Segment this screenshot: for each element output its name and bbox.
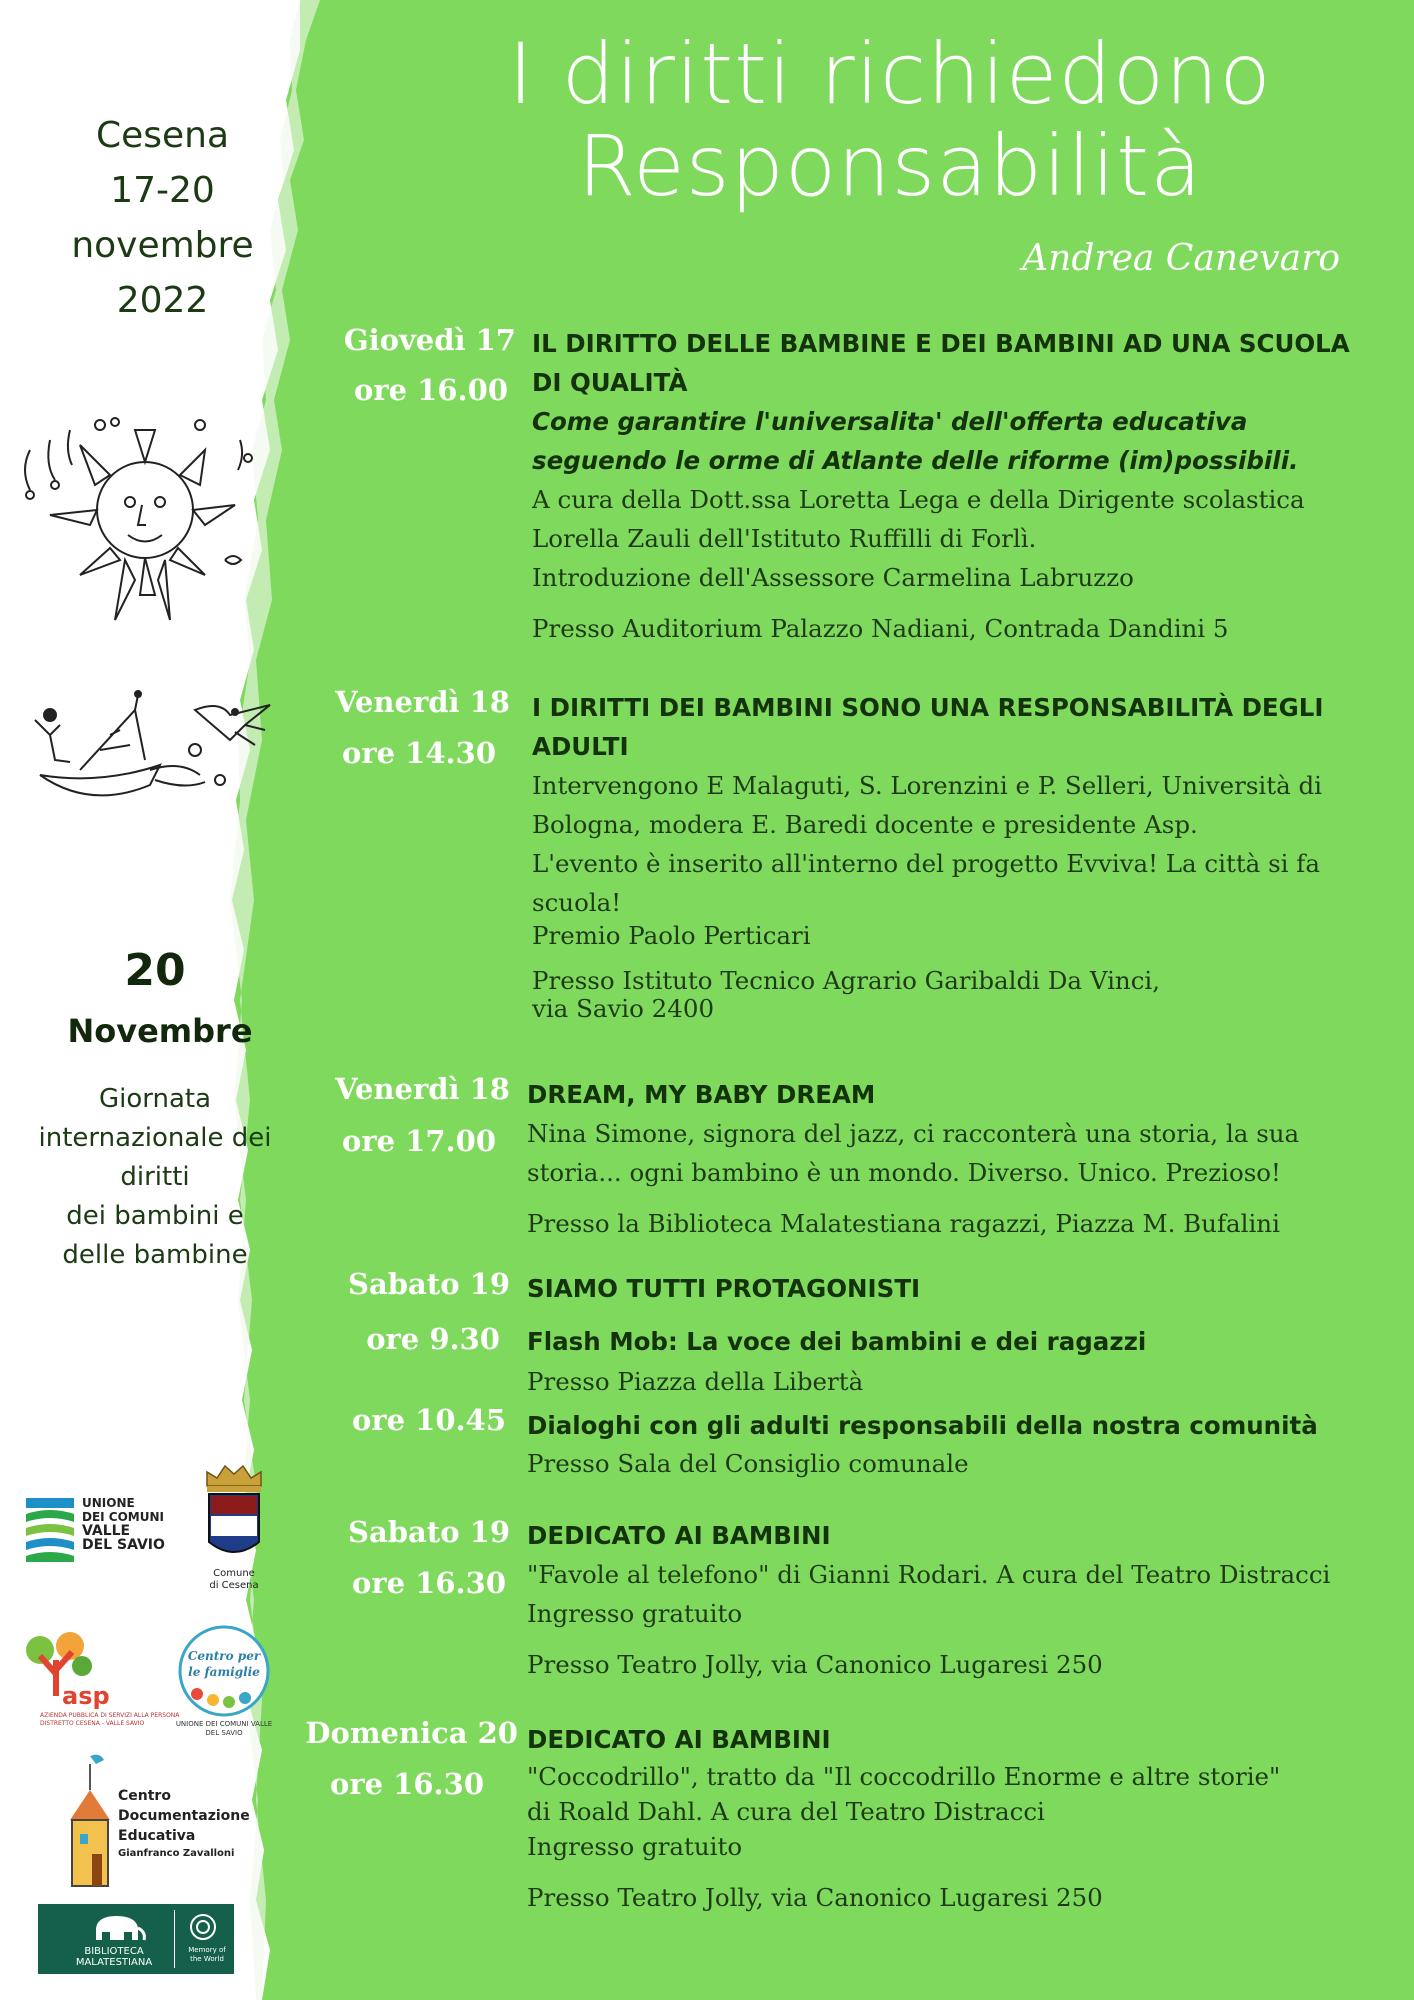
elephant-icon	[88, 1912, 148, 1944]
centro-famiglie-line: le famiglie	[188, 1665, 260, 1679]
event-3-line: Nina Simone, signora del jazz, ci racconterà una storia, la sua	[527, 1119, 1300, 1148]
event-2-details	[532, 688, 1402, 1023]
event-6-day: Domenica 20	[305, 1716, 518, 1750]
asp-caption: DISTRETTO CESENA - VALLE SAVIO	[40, 1720, 145, 1727]
event-5-title: DEDICATO AI BAMBINI	[527, 1521, 831, 1550]
event-3-time: ore 17.00	[342, 1124, 496, 1158]
asp-caption: AZIENDA PUBBLICA DI SERVIZI ALLA PERSONA	[40, 1712, 180, 1719]
event-6-title: DEDICATO AI BAMBINI	[527, 1725, 831, 1754]
event-6-line: Ingresso gratuito	[527, 1832, 743, 1861]
comune-line: di Cesena	[209, 1580, 259, 1591]
comune-line: Comune	[213, 1568, 255, 1579]
giornata-line: diritti	[120, 1162, 190, 1192]
month-name: novembre	[71, 225, 254, 266]
event-2-day: Venerdì 18	[335, 685, 510, 719]
centro-famiglie-caption: UNIONE DEI COMUNI VALLE DEL SAVIO	[175, 1720, 273, 1737]
highlight-day: 20	[124, 945, 186, 996]
event-1-subtitle: Come garantire l'universalita' dell'offerta educativa	[532, 407, 1248, 436]
unione-line: UNIONE	[82, 1496, 135, 1510]
event-2-line: Premio Paolo Perticari	[532, 921, 811, 950]
memory-line: Memory of	[188, 1946, 226, 1954]
event-2-time: ore 14.30	[342, 736, 496, 770]
event-1-title: DI QUALITÀ	[532, 368, 688, 397]
coat-of-arms-icon	[199, 1464, 269, 1564]
event-2-venue: via Savio 2400	[532, 994, 715, 1023]
centro-doc-line: Documentazione	[118, 1808, 250, 1824]
event-2-line: L'evento è inserito all'interno del progetto Evviva! La città si fa	[532, 849, 1320, 878]
event-5-day: Sabato 19	[348, 1515, 510, 1549]
event-6-line: "Coccodrillo", tratto da "Il coccodrillo Enorme e altre storie"	[527, 1762, 1281, 1791]
unione-line: VALLE	[82, 1523, 131, 1539]
event-3-details	[527, 1075, 1397, 1243]
asp-logo	[20, 1630, 180, 1730]
event-1-details	[532, 324, 1402, 648]
biblioteca-line: BIBLIOTECA	[84, 1946, 144, 1957]
giornata-line: delle bambine	[62, 1240, 248, 1270]
comune-cesena-logo	[196, 1464, 272, 1594]
poster-title	[440, 25, 1340, 215]
centro-famiglie-logo	[174, 1624, 274, 1744]
asp-wordmark: asp	[62, 1682, 110, 1710]
event-6-time: ore 16.30	[330, 1767, 484, 1801]
event-4-subtitle-1: Flash Mob: La voce dei bambini e dei ragazzi	[527, 1327, 1147, 1356]
event-1-day: Giovedì 17	[343, 323, 516, 357]
sun-drawing	[10, 410, 260, 635]
house-tower-icon	[60, 1750, 120, 1895]
event-5-line: "Favole al telefono" di Gianni Rodari. A cura del Teatro Distracci	[527, 1560, 1331, 1589]
event-2-line: Intervengono E Malaguti, S. Lorenzini e P. Selleri, Università di	[532, 771, 1322, 800]
giornata-line: internazionale dei	[38, 1123, 272, 1153]
unione-comuni-logo	[26, 1496, 196, 1566]
city-name: Cesena	[95, 115, 230, 156]
event-6-details	[527, 1720, 1397, 1917]
event-5-time: ore 16.30	[352, 1566, 506, 1600]
biblioteca-line: MALATESTIANA	[75, 1957, 153, 1968]
memory-line: the World	[190, 1955, 224, 1963]
giornata-line: dei bambini e	[66, 1201, 244, 1231]
event-4-venue-2: Presso Sala del Consiglio comunale	[527, 1449, 969, 1478]
event-6-line: di Roald Dahl. A cura del Teatro Distracci	[527, 1797, 1045, 1826]
event-5-line: Ingresso gratuito	[527, 1599, 743, 1628]
event-1-line: Lorella Zauli dell'Istituto Ruffilli di Forlì.	[532, 524, 1037, 553]
year: 2022	[116, 280, 209, 321]
biblioteca-malatestiana-logo	[38, 1904, 234, 1974]
event-1-venue: Presso Auditorium Palazzo Nadiani, Contrada Dandini 5	[532, 614, 1229, 643]
unione-line: DEL SAVIO	[82, 1537, 165, 1553]
giornata-line: Giornata	[98, 1084, 212, 1114]
memory-world-icon	[188, 1912, 218, 1942]
giornata-caption	[20, 1080, 290, 1275]
event-2-line: Bologna, modera E. Baredi docente e presidente Asp.	[532, 810, 1198, 839]
centro-doc-line: Centro	[118, 1788, 171, 1804]
event-3-venue: Presso la Biblioteca Malatestiana ragazzi, Piazza M. Bufalini	[527, 1209, 1280, 1238]
event-2-line: scuola!	[532, 888, 622, 917]
event-4-time-1: ore 9.30	[366, 1322, 500, 1356]
event-2-venue: Presso Istituto Tecnico Agrario Garibaldi Da Vinci,	[532, 966, 1161, 995]
title-line-2: Responsabilità	[577, 117, 1203, 215]
event-5-venue: Presso Teatro Jolly, via Canonico Lugaresi 250	[527, 1650, 1103, 1679]
event-3-day: Venerdì 18	[335, 1072, 510, 1106]
event-4-venue-1: Presso Piazza della Libertà	[527, 1367, 864, 1396]
event-5-details	[527, 1516, 1397, 1684]
city-date-block	[40, 108, 285, 328]
centro-documentazione-logo	[60, 1750, 250, 1900]
unione-wave-icon	[26, 1498, 78, 1564]
event-6-venue: Presso Teatro Jolly, via Canonico Lugaresi 250	[527, 1883, 1103, 1912]
event-1-line: A cura della Dott.ssa Loretta Lega e della Dirigente scolastica	[532, 485, 1305, 514]
date-range: 17-20	[110, 170, 215, 211]
event-2-title: I DIRITTI DEI BAMBINI SONO UNA RESPONSABILITÀ DEGLI	[532, 693, 1324, 722]
title-line-1: I diritti richiedono	[508, 25, 1272, 123]
ship-drawing	[20, 690, 285, 825]
event-1-line: Introduzione dell'Assessore Carmelina Labruzzo	[532, 563, 1134, 592]
event-3-title: DREAM, MY BABY DREAM	[527, 1080, 876, 1109]
highlight-month: Novembre	[67, 1012, 253, 1050]
unione-line: DEI COMUNI	[82, 1510, 165, 1524]
event-1-title: IL DIRITTO DELLE BAMBINE E DEI BAMBINI AD UNA SCUOLA	[532, 329, 1350, 358]
event-2-title: ADULTI	[532, 732, 629, 761]
centro-doc-line: Gianfranco Zavalloni	[118, 1848, 235, 1859]
event-4-title: SIAMO TUTTI PROTAGONISTI	[527, 1274, 921, 1303]
event-1-time: ore 16.00	[354, 373, 508, 407]
event-4-subtitle-2: Dialoghi con gli adulti responsabili della nostra comunità	[527, 1411, 1318, 1440]
event-1-subtitle: seguendo le orme di Atlante delle riforme (im)possibili.	[532, 446, 1299, 475]
centro-doc-line: Educativa	[118, 1828, 196, 1844]
event-3-line: storia... ogni bambino è un mondo. Diverso. Unico. Prezioso!	[527, 1158, 1281, 1187]
event-4-day: Sabato 19	[348, 1267, 510, 1301]
centro-famiglie-line: Centro per	[187, 1649, 261, 1663]
title-author: Andrea Canevaro	[1022, 238, 1340, 279]
event-4-time-2: ore 10.45	[352, 1403, 506, 1437]
